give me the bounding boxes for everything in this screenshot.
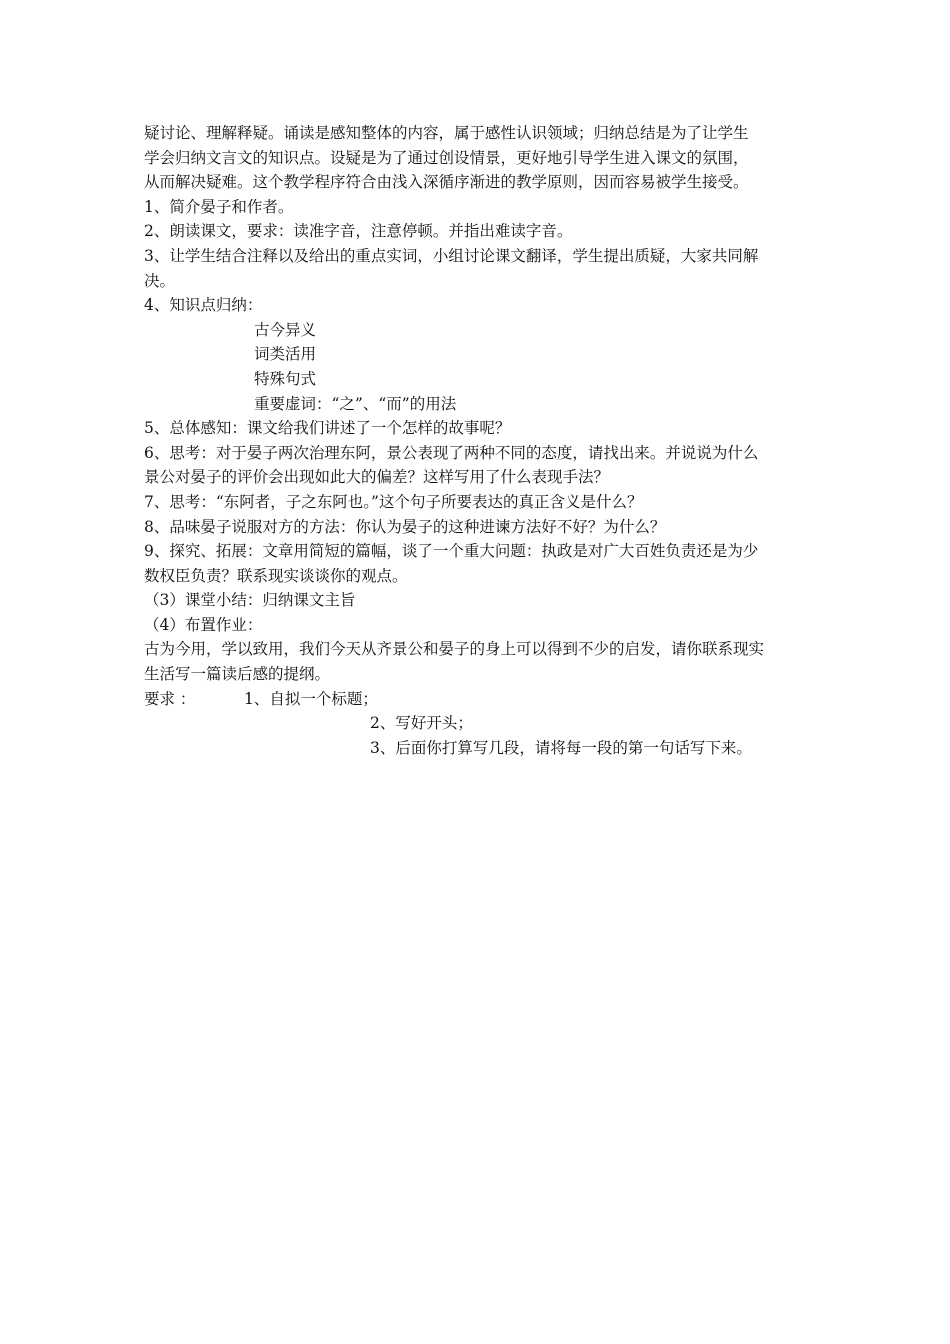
step-6-line-1: 6、思考：对于晏子两次治理东阿，景公表现了两种不同的态度，请找出来。并说说为什么: [144, 443, 759, 462]
step-3-line-1: 3、让学生结合注释以及给出的重点实词，小组讨论课文翻译，学生提出质疑，大家共同解: [144, 246, 759, 265]
step-6-line-2: 景公对晏子的评价会出现如此大的偏差？这样写用了什么表现手法？: [144, 468, 610, 487]
step-9-line-1: 9、探究、拓展：文章用简短的篇幅，谈了一个重大问题：执政是对广大百姓负责还是为少: [144, 542, 759, 561]
requirement-item: 1、自拟一个标题；: [244, 689, 378, 708]
class-summary: （3）课堂小结：归纳课文主旨: [144, 591, 356, 610]
step-5: 5、总体感知：课文给我们讲述了一个怎样的故事呢？: [144, 419, 511, 438]
knowledge-points-list: [144, 318, 810, 416]
knowledge-point-item: 词类活用: [254, 345, 317, 364]
document-body: [144, 121, 810, 760]
step-8: 8、品味晏子说服对方的方法：你认为晏子的这种进谏方法好不好？为什么？: [144, 517, 666, 536]
homework-heading: （4）布置作业：: [144, 615, 263, 634]
requirements-label: 要求 ：: [144, 689, 196, 708]
homework-text-line-1: 古为今用，学以致用，我们今天从齐景公和晏子的身上可以得到不少的启发，请你联系现实: [144, 640, 765, 659]
requirements-row: [144, 687, 810, 712]
knowledge-point-item: 重要虚词：“之”、“而”的用法: [254, 394, 457, 413]
step-1: 1、简介晏子和作者。: [144, 197, 294, 216]
step-4: 4、知识点归纳：: [144, 296, 263, 315]
knowledge-point-item: 古今异义: [254, 320, 317, 339]
homework-text-line-2: 生活写一篇读后感的提纲。: [144, 665, 331, 684]
step-7: 7、思考：“东阿者，子之东阿也。”这个句子所要表达的真正含义是什么？: [144, 492, 643, 511]
intro-line: 疑讨论、理解释疑。诵读是感知整体的内容，属于感性认识领域；归纳总结是为了让学生: [144, 124, 749, 142]
step-2: 2、朗读课文，要求：读准字音，注意停顿。并指出难读字音。: [144, 222, 573, 241]
intro-line: 从而解决疑难。这个教学程序符合由浅入深循序渐进的教学原则，因而容易被学生接受。: [144, 173, 749, 192]
step-3-line-2: 决。: [144, 271, 176, 290]
knowledge-point-item: 特殊句式: [254, 369, 317, 388]
step-9-line-2: 数权臣负责？联系现实谈谈你的观点。: [144, 566, 408, 585]
requirement-item: 2、写好开头；: [370, 714, 473, 733]
requirement-item: 3、后面你打算写几段，请将每一段的第一句话写下来。: [370, 738, 752, 757]
intro-line: 学会归纳文言文的知识点。设疑是为了通过创设情景，更好地引导学生进入课文的氛围，: [144, 148, 749, 167]
